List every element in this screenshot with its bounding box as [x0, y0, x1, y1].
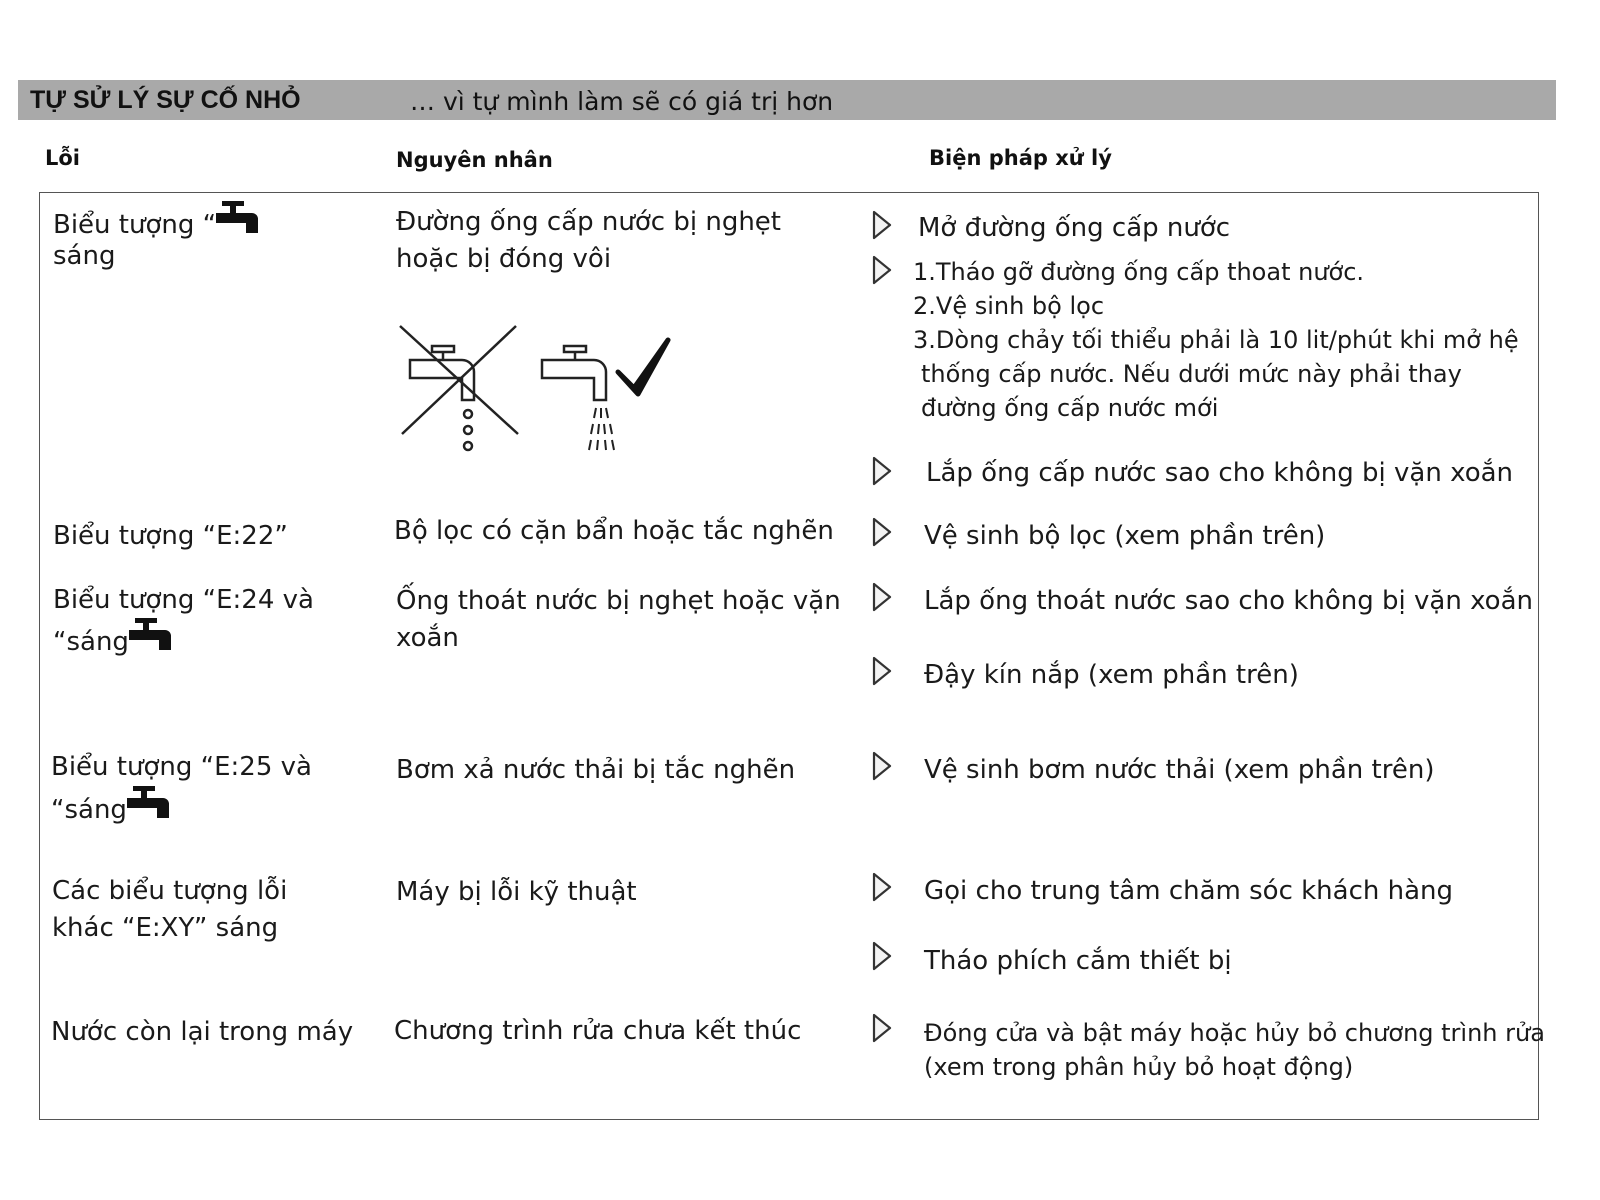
row5-remedy-2: Tháo phích cắm thiết bị — [924, 946, 1232, 976]
row1-remedy-2-step1: 1.Tháo gỡ đường ống cấp thoat nước. — [913, 258, 1365, 286]
row3-cause-line2: xoắn — [396, 623, 459, 653]
checkmark-icon — [618, 340, 668, 394]
column-header-fault: Lỗi — [45, 146, 81, 170]
row6-fault: Nước còn lại trong máy — [51, 1017, 354, 1047]
row6-remedy-line1: Đóng cửa và bật máy hoặc hủy bỏ chương trình rửa — [924, 1019, 1545, 1047]
row6-remedy-line2: (xem trong phân hủy bỏ hoạt động) — [924, 1053, 1354, 1081]
row1-cause-line2: hoặc bị đóng vôi — [396, 244, 612, 274]
row1-remedy-2-step3: 3.Dòng chảy tối thiểu phải là 10 lit/phút khi mở hệ — [913, 326, 1519, 354]
column-header-remedy: Biện pháp xử lý — [929, 146, 1112, 170]
row1-remedy-2-step2: 2.Vệ sinh bộ lọc — [913, 292, 1105, 320]
header-banner — [18, 80, 1556, 120]
fault-text: “sáng — [51, 795, 127, 825]
row3-remedy-2: Đậy kín nắp (xem phần trên) — [924, 660, 1299, 690]
triangle-arrow-icon — [871, 751, 893, 781]
row1-remedy-3: Lắp ống cấp nước sao cho không bị vặn xoắn — [926, 458, 1514, 488]
column-header-cause: Nguyên nhân — [396, 148, 553, 172]
blocked-faucet-icon — [400, 326, 518, 450]
page-title: TỰ SỬ LÝ SỰ CỐ NHỎ — [30, 86, 301, 114]
row4-fault-line2 — [51, 786, 171, 829]
row2-remedy-1: Vệ sinh bộ lọc (xem phần trên) — [924, 521, 1326, 551]
row3-remedy-1: Lắp ống thoát nước sao cho không bị vặn xoắn — [924, 586, 1533, 616]
row3-fault-line1: Biểu tượng “E:24 và — [53, 585, 314, 615]
triangle-arrow-icon — [871, 255, 893, 285]
faucet-illustration — [396, 322, 686, 462]
row1-cause-line1: Đường ống cấp nước bị nghẹt — [396, 207, 781, 237]
row1-remedy-2-step3-cont1: thống cấp nước. Nếu dưới mức này phải thay — [921, 360, 1462, 388]
row1-remedy-2-step3-cont2: đường ống cấp nước mới — [921, 394, 1219, 422]
fault-text: Biểu tượng “ — [53, 210, 217, 240]
faucet-icon — [127, 786, 171, 822]
row4-fault-line1: Biểu tượng “E:25 và — [51, 752, 312, 782]
row2-cause: Bộ lọc có cặn bẩn hoặc tắc nghẽn — [394, 516, 834, 546]
row5-cause: Máy bị lỗi kỹ thuật — [396, 877, 637, 907]
row5-fault-line1: Các biểu tượng lỗi — [52, 876, 288, 906]
triangle-arrow-icon — [871, 941, 893, 971]
triangle-arrow-icon — [871, 456, 893, 486]
flowing-faucet-icon — [542, 346, 614, 450]
triangle-arrow-icon — [871, 517, 893, 547]
row4-remedy-1: Vệ sinh bơm nước thải (xem phần trên) — [924, 755, 1435, 785]
row4-cause: Bơm xả nước thải bị tắc nghẽn — [396, 755, 796, 785]
triangle-arrow-icon — [871, 656, 893, 686]
faucet-icon — [216, 201, 260, 237]
faucet-icon — [129, 618, 173, 654]
row1-fault-line2: sáng — [53, 241, 116, 271]
triangle-arrow-icon — [871, 872, 893, 902]
row5-fault-line2: khác “E:XY” sáng — [52, 913, 279, 943]
page-subtitle: … vì tự mình làm sẽ có giá trị hơn — [410, 87, 834, 116]
row3-fault-line2 — [53, 618, 173, 661]
row3-cause-line1: Ống thoát nước bị nghẹt hoặc vặn — [396, 586, 841, 616]
row2-fault: Biểu tượng “E:22” — [53, 521, 288, 551]
row5-remedy-1: Gọi cho trung tâm chăm sóc khách hàng — [924, 876, 1454, 906]
triangle-arrow-icon — [871, 1013, 893, 1043]
triangle-arrow-icon — [871, 582, 893, 612]
row1-remedy-1: Mở đường ống cấp nước — [918, 213, 1231, 243]
triangle-arrow-icon — [871, 210, 893, 240]
fault-text: “sáng — [53, 627, 129, 657]
row6-cause: Chương trình rửa chưa kết thúc — [394, 1016, 802, 1046]
